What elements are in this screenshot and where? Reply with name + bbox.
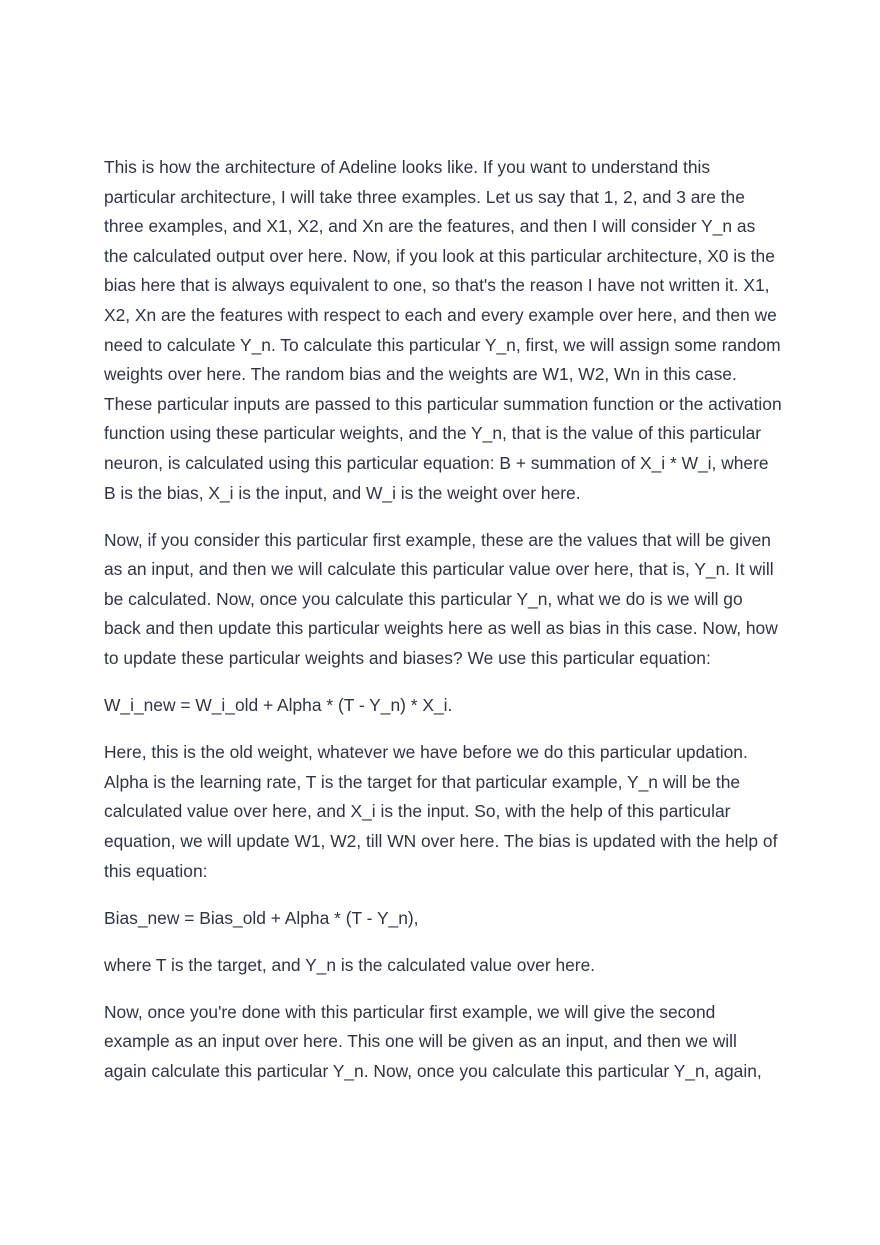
paragraph-bias-explanation: where T is the target, and Y_n is the calculated value over here. bbox=[104, 954, 596, 975]
paragraph-architecture-intro: This is how the architecture of Adeline looks like. If you want to understand this particular architecture, I will take three examples. Let us say that 1, 2, and 3 are the three examples, and X1, X2, and Xn are the features, and then I will consider Y_n as the calculated output over here. Now, if you look at this particular architecture, X0 is the bias here that is always equivalent to one, so that's the reason I have not written it. X1, X2, Xn are the features with respect to each and every example over here, and then we need to calculate Y_n. To calculate this particular Y_n, first, we will assign some random weights over here. The random bias and the weights are W1, W2, Wn in this case. These particular inputs are passed to this particular summation function or the activation function using these particular weights, and the Y_n, that is the value of this particular neuron, is calculated using this particular equation: B + summation of X_i * W_i, where B is the bias, X_i is the input, and W_i is the weight over here. bbox=[104, 157, 782, 503]
paragraph-weight-explanation: Here, this is the old weight, whatever we have before we do this particular updation. Alpha is the learning rate, T is the target for that particular example, Y_n will be the calculated value over here, and X_i is the input. So, with the help of this particular equation, we will update W1, W2, till WN over here. The bias is updated with the help of this equation: bbox=[104, 742, 778, 881]
equation-weight-update: W_i_new = W_i_old + Alpha * (T - Y_n) * X_i. bbox=[104, 695, 453, 716]
paragraph-first-example: Now, if you consider this particular first example, these are the values that will be given as an input, and then we will calculate this particular value over here, that is, Y_n. It will be calculated. Now, once you calculate this particular Y_n, what we do is we will go back and then update this particular weights here as well as bias in this case. Now, how to update these particular weights and biases? We use this particular equation: bbox=[104, 529, 778, 668]
equation-bias-update: Bias_new = Bias_old + Alpha * (T - Y_n), bbox=[104, 907, 419, 928]
document-body bbox=[104, 153, 784, 1104]
paragraph-second-example: Now, once you're done with this particular first example, we will give the second example as an input over here. This one will be given as an input, and then we will again calculate this particular Y_n. Now, once you calculate this particular Y_n, again, bbox=[104, 1001, 762, 1082]
